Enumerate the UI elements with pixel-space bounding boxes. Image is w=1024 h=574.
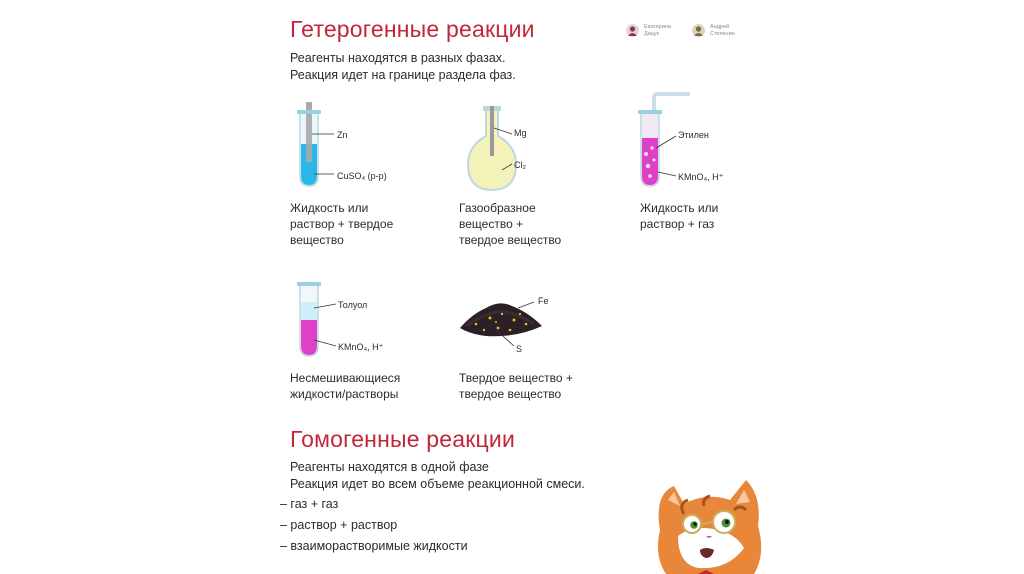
author-avatar-1 <box>626 24 639 37</box>
author-avatar-2 <box>692 24 705 37</box>
author-1-surname: Дацук <box>644 30 660 37</box>
heterogeneous-title: Гетерогенные реакции <box>290 16 535 42</box>
author-2-surname: Степенин <box>710 30 735 37</box>
homogeneous-intro <box>290 459 585 493</box>
author-1-name: Екатерина <box>644 24 671 30</box>
caption-liquid-gas <box>640 200 718 232</box>
caption-immiscible <box>290 370 400 402</box>
caption-liquid-solid <box>290 200 393 248</box>
caption-line: Несмешивающиеся <box>290 371 401 385</box>
caption-line: вещество + <box>459 217 524 231</box>
author-2 <box>692 24 740 37</box>
bullet-solution-solution: – раствор + раствор <box>280 518 398 532</box>
label-zn: Zn <box>337 130 348 140</box>
label-fe: Fe <box>538 296 549 306</box>
label-kmno4-2: KMnO₄, H⁺ <box>338 342 384 352</box>
caption-line: Жидкость или <box>290 201 369 215</box>
caption-solid-solid <box>459 370 573 402</box>
flask-mg-cl2-illustration <box>462 100 534 194</box>
author-1 <box>626 24 674 37</box>
caption-line: жидкости/растворы <box>290 387 399 401</box>
label-s: S <box>516 344 523 354</box>
label-cl2: Cl₂ <box>514 160 526 170</box>
caption-line: раствор + твердое <box>290 217 394 231</box>
label-mg: Mg <box>514 128 527 138</box>
caption-line: раствор + газ <box>640 217 715 231</box>
intro-line-2: Реакция идет во всем объеме реакционной смеси. <box>290 477 585 491</box>
label-cuso4: CuSO₄ (р-р) <box>337 171 387 181</box>
intro-line-1: Реагенты находятся в одной фазе <box>290 460 489 474</box>
caption-line: твердое вещество <box>459 387 562 401</box>
homogeneous-title: Гомогенные реакции <box>290 426 516 452</box>
intro-line-1: Реагенты находятся в разных фазах. <box>290 51 506 65</box>
caption-line: Газообразное <box>459 201 536 215</box>
cat-mascot-illustration <box>654 474 766 574</box>
heterogeneous-intro <box>290 50 516 84</box>
caption-line: вещество <box>290 233 344 247</box>
label-kmno4-1: KMnO₄, H⁺ <box>678 172 724 182</box>
fe-s-powder-pile-illustration <box>456 292 546 354</box>
caption-line: Жидкость или <box>640 201 719 215</box>
bullet-miscible-liquids: – взаиморастворимые жидкости <box>280 539 468 553</box>
intro-line-2: Реакция идет на границе раздела фаз. <box>290 68 516 82</box>
caption-gas-solid <box>459 200 561 248</box>
caption-line: Твердое вещество + <box>459 371 573 385</box>
label-ethylene: Этилен <box>678 130 709 140</box>
bullet-gas-gas: – газ + газ <box>280 497 339 511</box>
label-toluene: Толуол <box>338 300 368 310</box>
author-2-name: Андрей <box>710 24 730 30</box>
caption-line: твердое вещество <box>459 233 562 247</box>
